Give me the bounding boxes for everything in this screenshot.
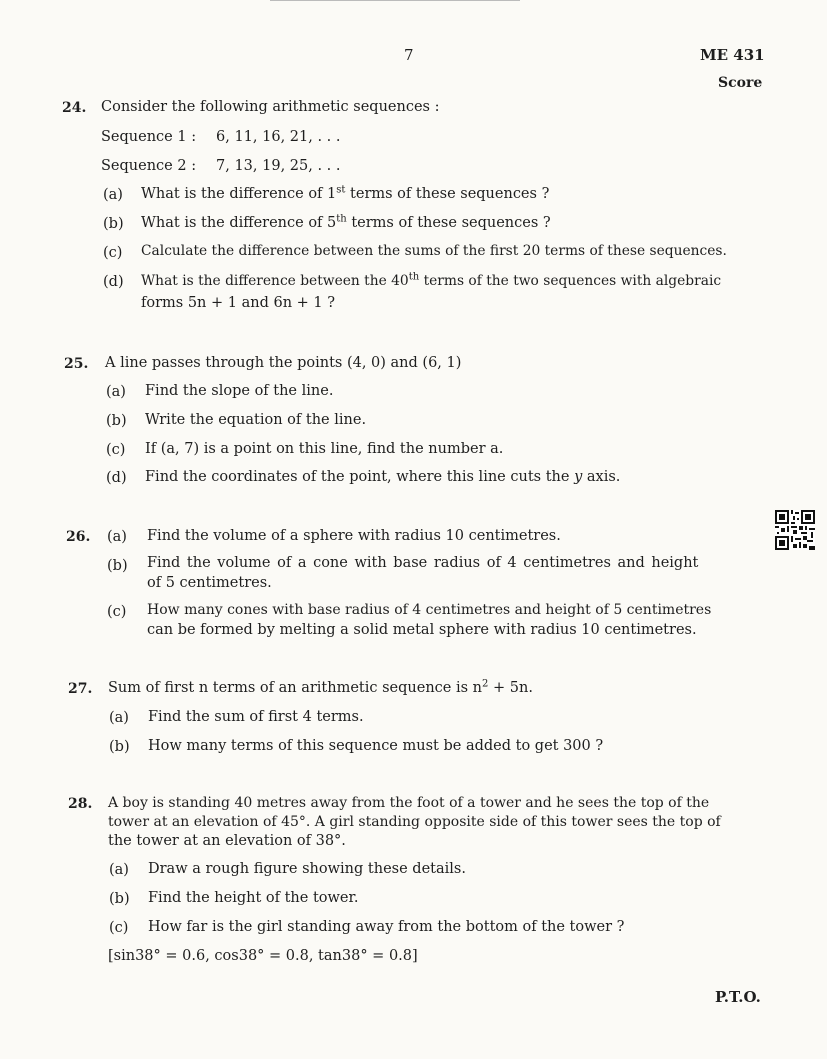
q27-b-label: (b) xyxy=(109,739,130,755)
question-26-number: 26. xyxy=(66,529,91,545)
q28-b-label: (b) xyxy=(109,891,130,907)
q26-c-text: How many cones with base radius of 4 centimetres and height of 5 centimetres xyxy=(147,602,712,618)
q27-a-label: (a) xyxy=(109,710,129,726)
q26-b-text: Find the volume of a cone with base radius of 4 centimetres and height xyxy=(147,555,699,571)
q25-d-text: Find the coordinates of the point, where this line cuts the y axis. xyxy=(145,469,621,485)
question-28-line-3: the tower at an elevation of 38°. xyxy=(108,833,346,849)
q28-c-label: (c) xyxy=(109,920,129,936)
q26-b-label: (b) xyxy=(107,558,128,574)
q26-a-text: Find the volume of a sphere with radius 10 centimetres. xyxy=(147,528,561,544)
question-27-intro: Sum of first n terms of an arithmetic sequence is $n^2 + 5n$. xyxy=(108,678,533,696)
q27-a-text: Find the sum of first 4 terms. xyxy=(148,709,364,725)
paper-code: ME 431 xyxy=(700,46,765,64)
question-24-number: 24. xyxy=(62,100,87,116)
q25-b-label: (b) xyxy=(106,413,127,429)
q26-c-label: (c) xyxy=(107,604,127,620)
q25-b-text: Write the equation of the line. xyxy=(145,412,367,428)
q28-a-label: (a) xyxy=(109,862,129,878)
question-28-line-1: A boy is standing 40 metres away from the foot of a tower and he sees the top of the xyxy=(108,795,710,811)
qr-code xyxy=(775,510,815,550)
q24-b-text: What is the difference of 5th terms of these sequences ? xyxy=(141,213,551,231)
q25-d-label: (d) xyxy=(106,470,127,486)
sequence-1-label: Sequence 1 : xyxy=(101,129,197,145)
question-28-number: 28. xyxy=(68,796,93,812)
q25-c-text: If (a, 7) is a point on this line, find the number a. xyxy=(145,441,504,457)
q24-d-label: (d) xyxy=(103,274,124,290)
q24-d-text: What is the difference between the 40th terms of the two sequences with algebraic xyxy=(141,271,722,289)
q28-b-text: Find the height of the tower. xyxy=(148,890,359,906)
q24-b-label: (b) xyxy=(103,216,124,232)
score-label: Score xyxy=(718,75,763,91)
q26-a-label: (a) xyxy=(107,529,127,545)
q24-c-text: Calculate the difference between the sums of the first 20 terms of these sequences. xyxy=(141,243,727,259)
sequence-2-values: 7, 13, 19, 25, . . . xyxy=(216,158,341,174)
q24-c-label: (c) xyxy=(103,245,123,261)
q27-b-text: How many terms of this sequence must be added to get 300 ? xyxy=(148,738,604,754)
q25-a-text: Find the slope of the line. xyxy=(145,383,334,399)
q25-a-label: (a) xyxy=(106,384,126,400)
question-24-intro: Consider the following arithmetic sequences : xyxy=(101,99,440,115)
sequence-1-values: 6, 11, 16, 21, . . . xyxy=(216,129,341,145)
top-edge-line xyxy=(270,0,520,1)
q24-a-label: (a) xyxy=(103,187,123,203)
question-25-intro: A line passes through the points (4, 0) and (6, 1) xyxy=(105,355,462,371)
q24-a-text: What is the difference of 1st terms of these sequences ? xyxy=(141,184,550,202)
question-27-number: 27. xyxy=(68,681,93,697)
please-turn-over: P.T.O. xyxy=(715,988,761,1006)
sequence-2-label: Sequence 2 : xyxy=(101,158,197,174)
q26-c-text-line2: can be formed by melting a solid metal sphere with radius 10 centimetres. xyxy=(147,622,697,638)
question-25-number: 25. xyxy=(64,356,89,372)
q28-a-text: Draw a rough figure showing these details. xyxy=(148,861,466,877)
q25-c-label: (c) xyxy=(106,442,126,458)
q28-c-text: How far is the girl standing away from the bottom of the tower ? xyxy=(148,919,625,935)
q28-given-values: [sin38° = 0.6, cos38° = 0.8, tan38° = 0.8] xyxy=(108,948,418,964)
q26-b-text-line2: of 5 centimetres. xyxy=(147,575,272,591)
page-number: 7 xyxy=(404,46,414,64)
q24-d-text-line2: forms 5n + 1 and 6n + 1 ? xyxy=(141,295,336,311)
question-28-line-2: tower at an elevation of 45°. A girl standing opposite side of this tower sees the top of xyxy=(108,814,721,830)
